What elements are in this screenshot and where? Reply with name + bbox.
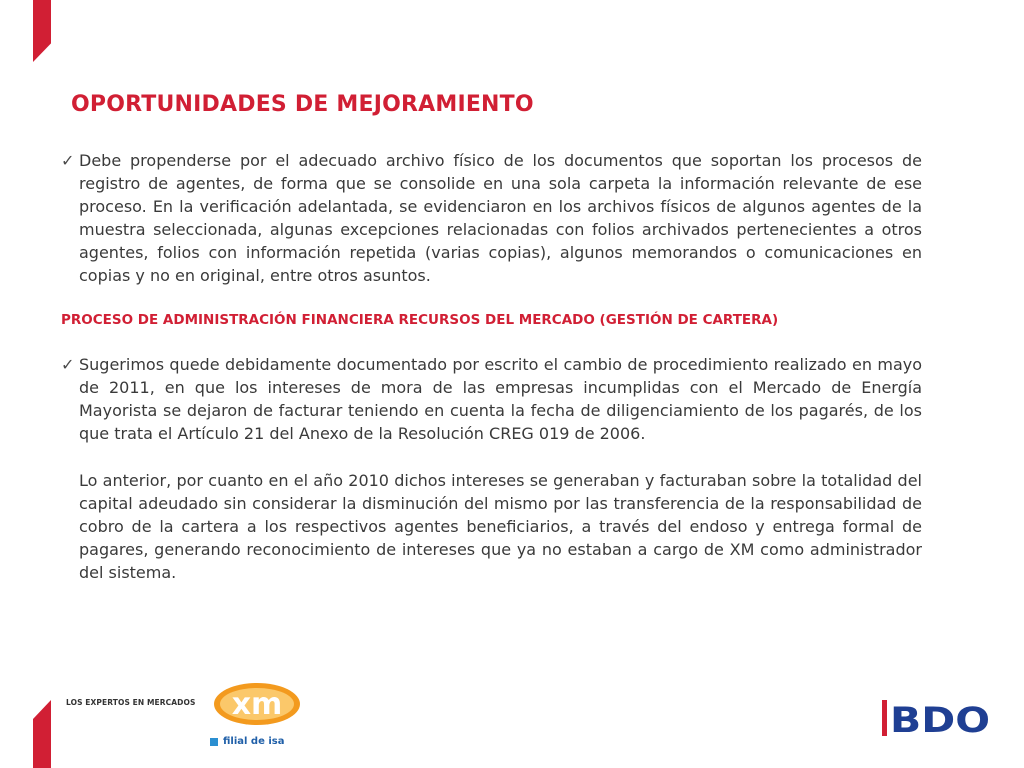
bullet-item (61, 353, 922, 445)
page-title: OPORTUNIDADES DE MEJORAMIENTO (71, 92, 534, 117)
bdo-red-bar (882, 700, 887, 736)
xm-logo (66, 682, 306, 752)
bullet-item (61, 149, 922, 287)
bdo-mark-text: BDO (890, 701, 990, 740)
xm-filial (210, 736, 284, 747)
continuation-paragraph: Lo anterior, por cuanto en el año 2010 dichos intereses se generaban y facturaban sobre la totalidad del capital adeudado sin considerar la disminución del mismo por las transferencia de la responsabilidad de cobro de la cartera a los respectivos agentes beneficiarios, a través del endoso y entrega formal de pagares, generando reconocimiento de intereses que ya no estaban a cargo de XM como administrador del sistema. (79, 471, 922, 582)
blue-square-icon (210, 738, 218, 746)
bullet-text: Sugerimos quede debidamente documentado por escrito el cambio de procedimiento realizado en mayo de 2011, en que los intereses de mora de las empresas incumplidas con el Mercado de Energía Mayorista se dejaron de facturar teniendo en cuenta la fecha de diligenciamiento de los pagarés, de los que trata el Artículo 21 del Anexo de la Resolución CREG 019 de 2006. (79, 355, 922, 443)
xm-mark-icon (212, 682, 302, 726)
bullet-text: Debe propenderse por el adecuado archivo físico de los documentos que soportan los procesos de registro de agentes, de forma que se consolide en una sola carpeta la información relevante de ese proceso. En la verificación adelantada, se evidenciaron en los archivos físicos de algunos agentes de la muestra seleccionada, algunas excepciones relacionadas con folios archivados pertenecientes a otros agentes, folios con información repetida (varias copias), algunos memorandos o comunicaciones en copias y no en original, entre otros asuntos. (79, 151, 922, 285)
top-accent-bar (33, 0, 51, 62)
checkmark-icon: ✓ (61, 355, 75, 374)
xm-tagline: LOS EXPERTOS EN MERCADOS (66, 698, 196, 707)
xm-filial-text: filial de isa (223, 736, 285, 747)
section-heading: PROCESO DE ADMINISTRACIÓN FINANCIERA RECURSOS DEL MERCADO (GESTIÓN DE CARTERA) (61, 312, 779, 328)
bottom-accent-bar (33, 700, 51, 768)
xm-mark-text: xm (231, 687, 283, 722)
bdo-logo (882, 696, 992, 740)
checkmark-icon: ✓ (61, 151, 75, 170)
